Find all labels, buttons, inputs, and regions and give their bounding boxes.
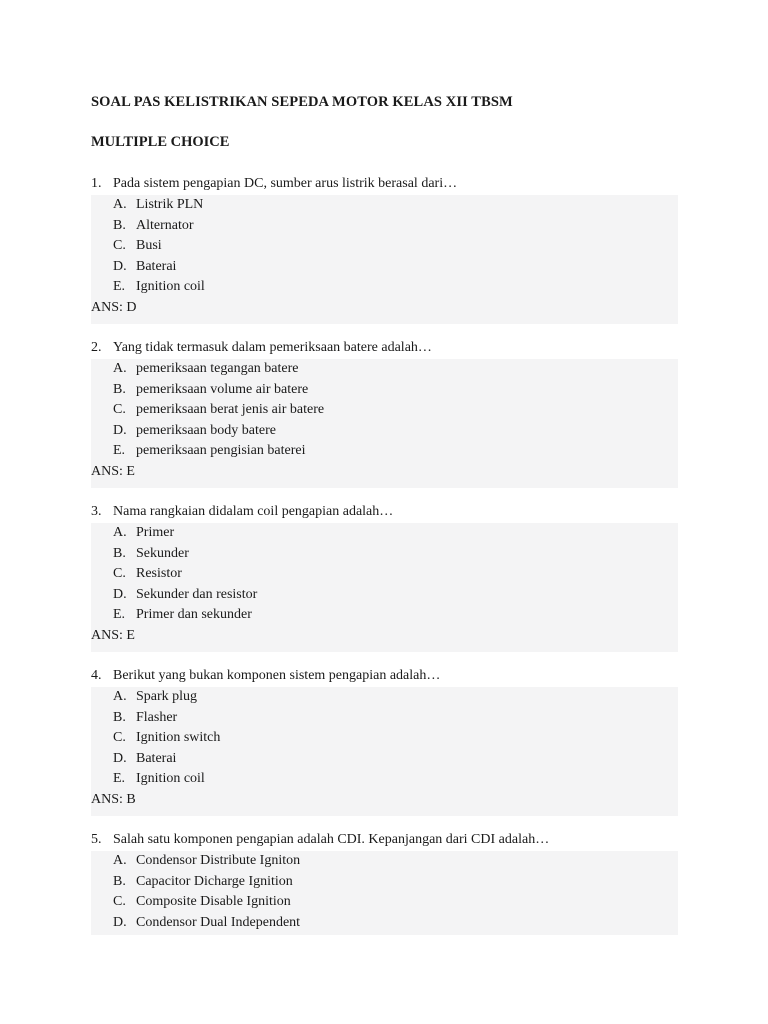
option-letter: D. bbox=[113, 914, 127, 930]
option-letter: A. bbox=[113, 525, 127, 540]
option-d bbox=[91, 421, 678, 442]
options-block bbox=[91, 359, 678, 488]
option-text: pemeriksaan tegangan batere bbox=[136, 361, 299, 376]
question-text: Pada sistem pengapian DC, sumber arus listrik berasal dari… bbox=[113, 176, 458, 191]
question-1 bbox=[91, 174, 678, 324]
option-letter: D. bbox=[113, 586, 127, 602]
option-text: Baterai bbox=[136, 750, 177, 766]
option-letter: D. bbox=[113, 750, 127, 766]
option-c bbox=[91, 892, 678, 913]
option-letter: B. bbox=[113, 545, 126, 561]
option-letter: B. bbox=[113, 381, 126, 397]
option-b bbox=[91, 544, 678, 565]
question-3 bbox=[91, 502, 678, 652]
question-text: Nama rangkaian didalam coil pengapian adalah… bbox=[113, 504, 394, 519]
question-line bbox=[91, 502, 678, 522]
option-letter: C. bbox=[113, 566, 126, 581]
option-a bbox=[91, 195, 678, 216]
option-letter: A. bbox=[113, 853, 127, 868]
option-letter: E. bbox=[113, 771, 126, 786]
option-b bbox=[91, 380, 678, 401]
option-text: Spark plug bbox=[136, 689, 198, 704]
option-letter: A. bbox=[113, 197, 127, 212]
option-letter: B. bbox=[113, 217, 126, 233]
option-text: Ignition coil bbox=[136, 279, 205, 294]
option-a bbox=[91, 687, 678, 708]
option-c bbox=[91, 564, 678, 585]
option-letter: E. bbox=[113, 607, 126, 622]
option-letter: C. bbox=[113, 402, 126, 417]
question-5 bbox=[91, 830, 678, 935]
option-letter: E. bbox=[113, 443, 126, 458]
option-letter: D. bbox=[113, 422, 127, 438]
option-text: pemeriksaan berat jenis air batere bbox=[136, 402, 325, 417]
option-text: Sekunder bbox=[136, 545, 189, 561]
option-text: Ignition coil bbox=[136, 771, 205, 786]
document-title: SOAL PAS KELISTRIKAN SEPEDA MOTOR KELAS XII TBSM bbox=[91, 94, 513, 110]
answer-key: ANS: D bbox=[91, 299, 137, 315]
option-e bbox=[91, 769, 678, 790]
option-b bbox=[91, 216, 678, 237]
question-number: 1. bbox=[91, 176, 102, 191]
option-text: Condensor Distribute Igniton bbox=[136, 853, 301, 868]
question-number: 5. bbox=[91, 832, 102, 847]
option-letter: A. bbox=[113, 689, 127, 704]
question-number: 3. bbox=[91, 504, 102, 519]
option-letter: C. bbox=[113, 238, 126, 253]
options-block bbox=[91, 851, 678, 935]
question-line bbox=[91, 338, 678, 358]
option-text: Listrik PLN bbox=[136, 197, 204, 212]
option-a bbox=[91, 359, 678, 380]
option-text: Busi bbox=[136, 238, 162, 253]
question-number: 4. bbox=[91, 668, 102, 683]
option-letter: E. bbox=[113, 279, 126, 294]
option-text: Flasher bbox=[136, 709, 178, 725]
option-letter: D. bbox=[113, 258, 127, 274]
option-text: pemeriksaan pengisian baterei bbox=[136, 443, 306, 458]
question-line bbox=[91, 174, 678, 194]
option-d bbox=[91, 749, 678, 770]
option-text: Primer dan sekunder bbox=[136, 607, 252, 622]
option-text: Condensor Dual Independent bbox=[136, 914, 301, 930]
option-text: Sekunder dan resistor bbox=[136, 586, 258, 602]
option-letter: A. bbox=[113, 361, 127, 376]
options-block bbox=[91, 195, 678, 324]
options-block bbox=[91, 687, 678, 816]
option-text: Capacitor Dicharge Ignition bbox=[136, 873, 293, 889]
option-text: Ignition switch bbox=[136, 730, 221, 745]
option-c bbox=[91, 236, 678, 257]
answer-key: ANS: E bbox=[91, 627, 135, 643]
question-line bbox=[91, 830, 678, 850]
option-text: Resistor bbox=[136, 566, 182, 581]
option-letter: C. bbox=[113, 894, 126, 909]
question-text: Berikut yang bukan komponen sistem pengapian adalah… bbox=[113, 668, 441, 683]
option-letter: B. bbox=[113, 873, 126, 889]
answer-key: ANS: E bbox=[91, 463, 135, 479]
option-text: Alternator bbox=[136, 217, 194, 233]
option-d bbox=[91, 257, 678, 278]
question-number: 2. bbox=[91, 340, 102, 355]
option-text: Composite Disable Ignition bbox=[136, 894, 291, 909]
option-text: Baterai bbox=[136, 258, 177, 274]
option-b bbox=[91, 872, 678, 893]
option-c bbox=[91, 400, 678, 421]
option-e bbox=[91, 277, 678, 298]
question-text: Yang tidak termasuk dalam pemeriksaan batere adalah… bbox=[113, 340, 432, 355]
option-letter: C. bbox=[113, 730, 126, 745]
option-text: pemeriksaan volume air batere bbox=[136, 381, 309, 397]
question-line bbox=[91, 666, 678, 686]
option-a bbox=[91, 851, 678, 872]
option-e bbox=[91, 605, 678, 626]
option-b bbox=[91, 708, 678, 729]
answer-key: ANS: B bbox=[91, 791, 136, 807]
options-block bbox=[91, 523, 678, 652]
question-4 bbox=[91, 666, 678, 816]
option-e bbox=[91, 441, 678, 462]
option-d bbox=[91, 585, 678, 606]
question-2 bbox=[91, 338, 678, 488]
section-heading: MULTIPLE CHOICE bbox=[91, 134, 230, 150]
option-c bbox=[91, 728, 678, 749]
option-d bbox=[91, 913, 678, 934]
question-text: Salah satu komponen pengapian adalah CDI. Kepanjangan dari CDI adalah… bbox=[113, 832, 550, 847]
option-text: Primer bbox=[136, 525, 175, 540]
option-letter: B. bbox=[113, 709, 126, 725]
option-text: pemeriksaan body batere bbox=[136, 422, 276, 438]
option-a bbox=[91, 523, 678, 544]
